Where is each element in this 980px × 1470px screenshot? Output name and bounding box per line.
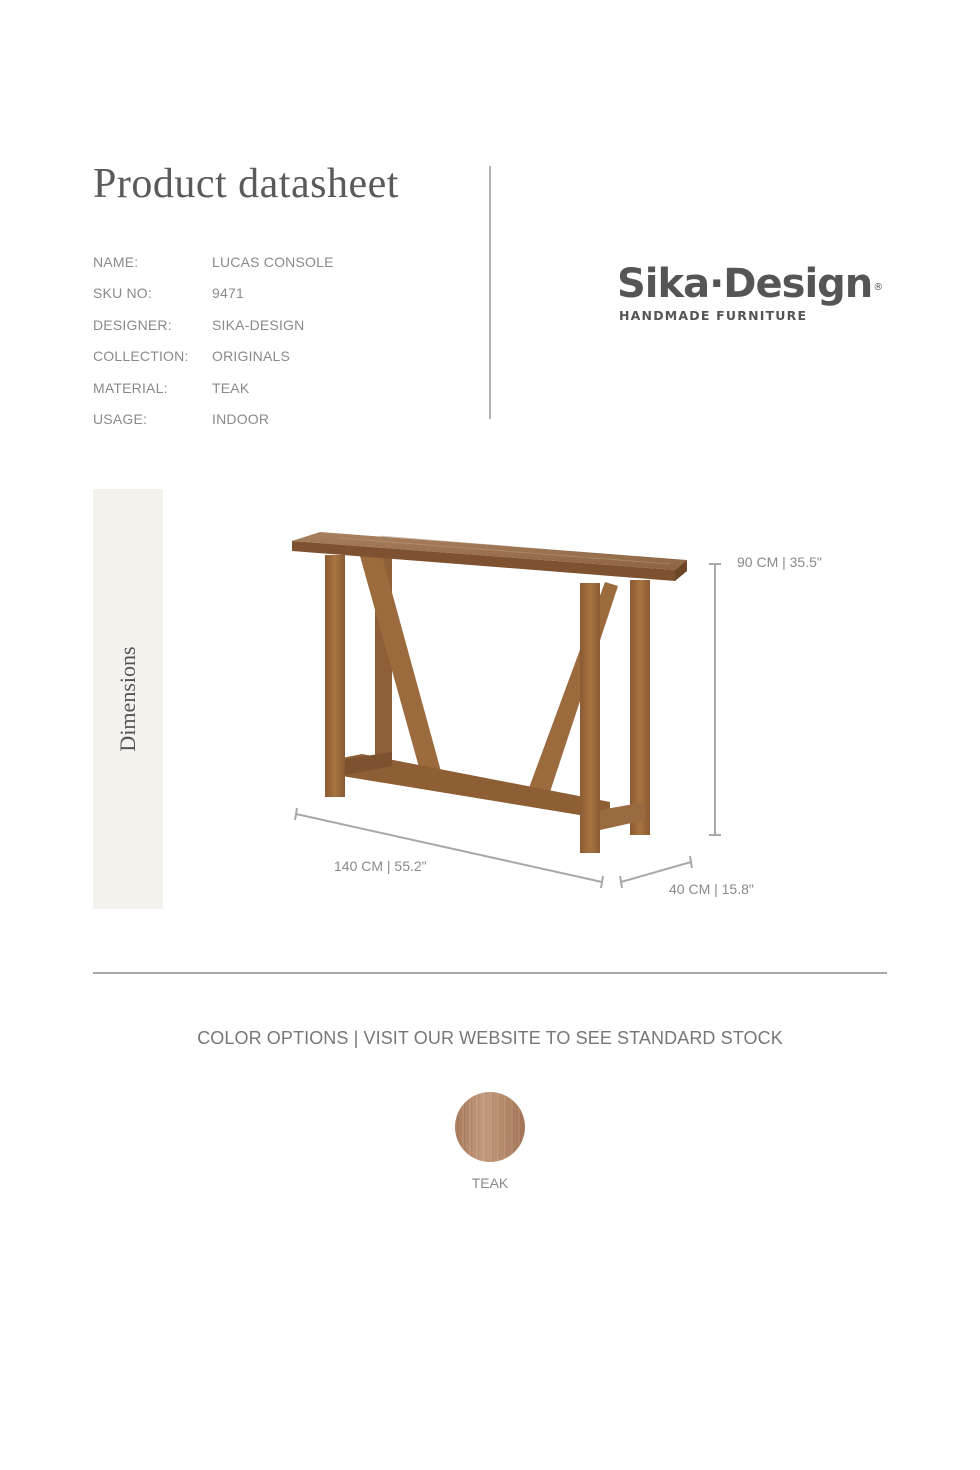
spec-row-sku [93,278,334,310]
dimensions-panel [93,489,163,909]
spec-value: SIKA-DESIGN [212,316,305,333]
spec-value: ORIGINALS [212,348,291,365]
color-swatch-label: TEAK [471,1175,509,1191]
color-options-heading: COLOR OPTIONS | VISIT OUR WEBSITE TO SEE STANDARD STOCK [197,1028,783,1048]
spec-label: COLLECTION: [93,348,189,365]
product-image-console-table [280,520,700,865]
spec-list [93,246,334,435]
logo-tagline: HANDMADE FURNITURE [619,308,808,323]
color-swatch-teak[interactable] [455,1092,525,1162]
spec-row-collection [93,341,334,373]
spec-row-designer [93,309,334,341]
spec-value: INDOOR [212,411,270,428]
spec-value: TEAK [212,379,250,396]
logo-brand-text: Sika·Design [617,261,873,307]
spec-label: MATERIAL: [93,379,168,396]
brand-logo [617,262,882,323]
spec-label: DESIGNER: [93,316,172,333]
registered-mark: ® [873,282,883,293]
vertical-divider [489,166,491,419]
dimensions-label: Dimensions [115,646,140,752]
depth-dimension: 40 CM | 15.8" [669,881,754,897]
spec-value: LUCAS CONSOLE [212,253,334,270]
height-dimension: 90 CM | 35.5" [737,554,822,570]
spec-value: 9471 [212,285,244,302]
page-title: Product datasheet [93,161,399,207]
logo-wordmark [617,262,882,310]
width-dimension: 140 CM | 55.2" [334,858,427,874]
horizontal-divider [93,972,887,974]
spec-label: USAGE: [93,411,148,428]
spec-label: NAME: [93,253,139,270]
spec-label: SKU NO: [93,285,152,302]
spec-row-name [93,246,334,278]
spec-row-material [93,372,334,404]
spec-row-usage [93,404,334,436]
